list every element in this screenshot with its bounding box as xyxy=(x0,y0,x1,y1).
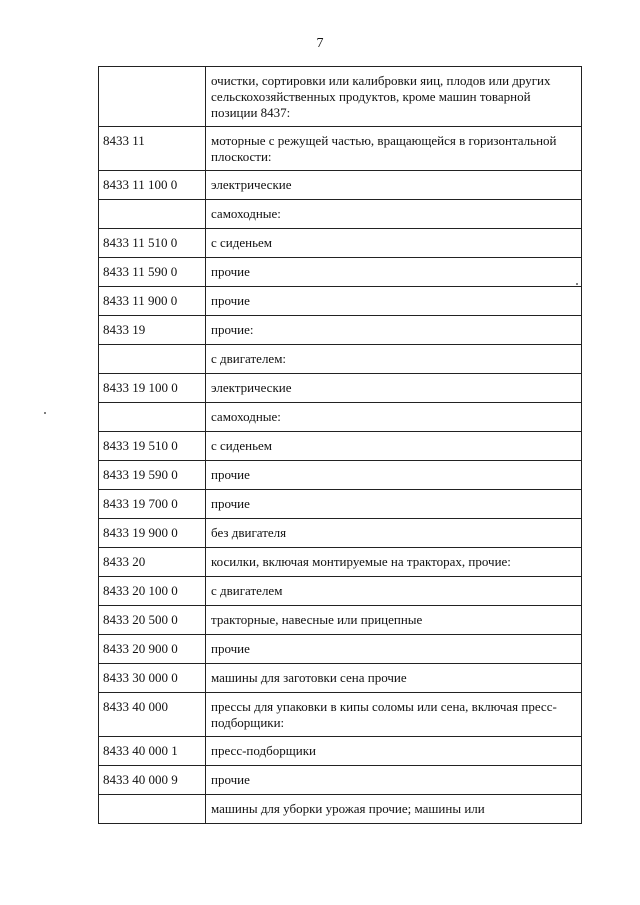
code-cell: 8433 11 590 0 xyxy=(99,258,206,287)
description-cell: прочие xyxy=(206,490,582,519)
table-row xyxy=(99,635,582,664)
code-cell: 8433 40 000 xyxy=(99,693,206,737)
code-cell: 8433 19 700 0 xyxy=(99,490,206,519)
table-row xyxy=(99,287,582,316)
table-row xyxy=(99,432,582,461)
table-row xyxy=(99,519,582,548)
description-cell: электрические xyxy=(206,374,582,403)
code-cell: 8433 11 510 0 xyxy=(99,229,206,258)
description-cell: прочие: xyxy=(206,316,582,345)
description-cell: прочие xyxy=(206,766,582,795)
code-cell xyxy=(99,795,206,824)
description-cell: прочие xyxy=(206,635,582,664)
code-cell: 8433 19 100 0 xyxy=(99,374,206,403)
code-cell: 8433 20 100 0 xyxy=(99,577,206,606)
table-row xyxy=(99,403,582,432)
table-row xyxy=(99,67,582,127)
table-row xyxy=(99,664,582,693)
description-cell: электрические xyxy=(206,171,582,200)
code-cell: 8433 19 510 0 xyxy=(99,432,206,461)
table-row xyxy=(99,200,582,229)
description-cell: с сиденьем xyxy=(206,229,582,258)
description-cell: без двигателя xyxy=(206,519,582,548)
table-row xyxy=(99,345,582,374)
tariff-code-table xyxy=(98,66,582,824)
code-cell: 8433 40 000 9 xyxy=(99,766,206,795)
description-cell: машины для заготовки сена прочие xyxy=(206,664,582,693)
description-cell: пресс-подборщики xyxy=(206,737,582,766)
code-cell: 8433 11 900 0 xyxy=(99,287,206,316)
code-cell: 8433 20 500 0 xyxy=(99,606,206,635)
code-cell: 8433 19 590 0 xyxy=(99,461,206,490)
table-row xyxy=(99,737,582,766)
code-cell: 8433 20 xyxy=(99,548,206,577)
description-cell: с двигателем xyxy=(206,577,582,606)
table-row xyxy=(99,693,582,737)
table-row xyxy=(99,316,582,345)
table-row xyxy=(99,548,582,577)
description-cell: самоходные: xyxy=(206,200,582,229)
description-cell: машины для уборки урожая прочие; машины или xyxy=(206,795,582,824)
code-cell: 8433 19 900 0 xyxy=(99,519,206,548)
description-cell: самоходные: xyxy=(206,403,582,432)
table-row xyxy=(99,795,582,824)
scan-speck xyxy=(44,412,46,414)
table-row xyxy=(99,577,582,606)
description-cell: прочие xyxy=(206,258,582,287)
description-cell: тракторные, навесные или прицепные xyxy=(206,606,582,635)
code-cell xyxy=(99,403,206,432)
table-row xyxy=(99,229,582,258)
table-row xyxy=(99,461,582,490)
description-cell: моторные с режущей частью, вращающейся в горизонтальной плоскости: xyxy=(206,127,582,171)
code-cell xyxy=(99,345,206,374)
table-row xyxy=(99,490,582,519)
table-row xyxy=(99,766,582,795)
table-body xyxy=(99,67,582,824)
page-number: 7 xyxy=(316,36,324,51)
code-cell xyxy=(99,67,206,127)
table-row xyxy=(99,606,582,635)
description-cell: с сиденьем xyxy=(206,432,582,461)
code-cell: 8433 11 xyxy=(99,127,206,171)
code-cell: 8433 40 000 1 xyxy=(99,737,206,766)
description-cell: косилки, включая монтируемые на тракторах, прочие: xyxy=(206,548,582,577)
description-cell: прочие xyxy=(206,461,582,490)
code-cell: 8433 19 xyxy=(99,316,206,345)
table-row xyxy=(99,171,582,200)
description-cell: прессы для упаковки в кипы соломы или сена, включая пресс-подборщики: xyxy=(206,693,582,737)
code-cell xyxy=(99,200,206,229)
scan-speck xyxy=(576,283,578,285)
description-cell: прочие xyxy=(206,287,582,316)
description-cell: очистки, сортировки или калибровки яиц, плодов или других сельскохозяйственных продуктов, кроме машин товарной позиции 8437: xyxy=(206,67,582,127)
code-cell: 8433 30 000 0 xyxy=(99,664,206,693)
table-row xyxy=(99,374,582,403)
table-row xyxy=(99,127,582,171)
code-cell: 8433 11 100 0 xyxy=(99,171,206,200)
table-row xyxy=(99,258,582,287)
code-cell: 8433 20 900 0 xyxy=(99,635,206,664)
description-cell: с двигателем: xyxy=(206,345,582,374)
